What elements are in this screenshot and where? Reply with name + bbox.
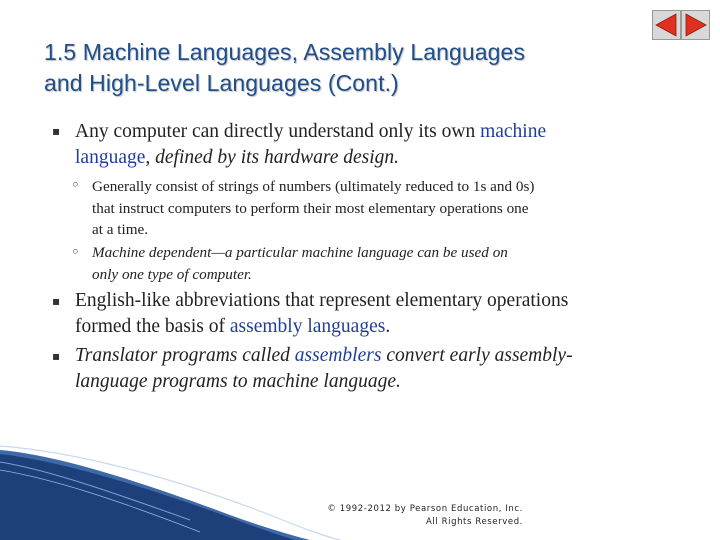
slide-title-line-2: and High-Level Languages (Cont.): [44, 70, 399, 96]
copyright-footer: [318, 503, 523, 529]
copyright-line: © 1992-2012 by Pearson Education, Inc.: [327, 504, 523, 514]
bullet-icon: ▪: [52, 349, 61, 363]
slide-title-line-1: 1.5 Machine Languages, Assembly Languages: [44, 39, 526, 65]
bullet-2-text: English-like abbreviations that represent elementary operations formed the basis of assembly languages.: [75, 290, 569, 337]
sub-bullet-2-text: Machine dependent—a particular machine language can be used on only one type of computer.: [92, 244, 508, 283]
bullet-icon: ▪: [52, 124, 61, 138]
bullet-1-text: Any computer can directly understand only its own machine language, defined by its hardware design.: [75, 121, 547, 168]
sub-bullet-1-text: Generally consist of strings of numbers (ultimately reduced to 1s and 0s) that instruct computers to perform their most elementary operations one at a time.: [92, 178, 535, 238]
bullet-3-text: Translator programs called assemblers convert early assembly- language programs to machine language.: [75, 345, 573, 392]
rights-line: All Rights Reserved.: [425, 517, 523, 527]
sub-bullet-icon: ◦: [71, 176, 80, 194]
bullet-icon: ▪: [52, 294, 61, 308]
sub-bullet-icon: ◦: [71, 243, 80, 261]
